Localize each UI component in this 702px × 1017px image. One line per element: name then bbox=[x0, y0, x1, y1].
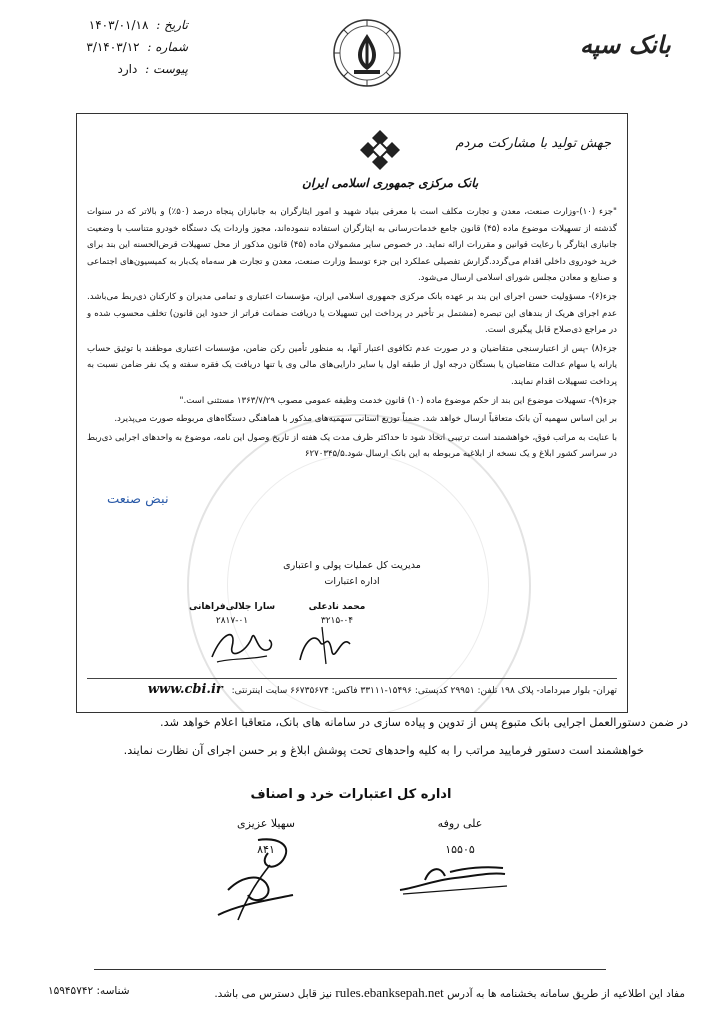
signer-name: سارا جلالی‌فراهانی bbox=[188, 602, 276, 612]
letter-paragraph: جزء(۶)- مسؤولیت حسن اجرای این بند بر عهده بانک مرکزی جمهوری اسلامی ایران، مؤسسات اعتباری و تمامی مدیران و کارکنان ذی‌ربط می‌باشد. عدم اجرای هریک از بندهای این تبصره (مشتمل بر تأخیر در پرداخت این تسهیلات یا دریافت ضمانت فراتر از حدود این قانون) تخلف محسوب شده و در مراجع ذی‌صلاح قابل پیگیری است. bbox=[87, 291, 617, 336]
date-value: ۱۴۰۳/۰۱/۱۸ bbox=[88, 18, 149, 32]
signer-code: ۳۲۱۵-۰۴ bbox=[320, 616, 354, 626]
letter-meta bbox=[78, 14, 188, 80]
footer-address: تهران- بلوار میرداماد- پلاک ۱۹۸ تلفن: ۲۹۹۵۱ کدپستی: ۱۵۴۹۶-۳۳۱۱۱ فاکس: ۶۶۷۳۵۶۷۴ سایت اینترنتی: bbox=[231, 686, 617, 696]
date-row bbox=[78, 14, 188, 36]
letter-motto: جهش تولید با مشارکت مردم bbox=[455, 136, 611, 151]
handwritten-signature bbox=[207, 622, 277, 667]
attachment-value: دارد bbox=[117, 62, 138, 76]
issuing-office: اداره کل اعتبارات خرد و اصناف bbox=[250, 787, 452, 802]
footer-url: rules.ebanksepah.net bbox=[335, 985, 444, 1000]
letter-paragraph: جزء(۹)- تسهیلات موضوع این بند از حکم موضوع ماده (۱۰) قانون خدمت وظیفه عمومی مصوب ۱۳۶۳/۷/۲۹ مستثنی است." bbox=[179, 395, 617, 406]
footer-note-before: مفاد این اطلاعیه از طریق سامانه بخشنامه ها به آدرس bbox=[447, 988, 685, 1000]
stamp-note: نبض صنعت bbox=[107, 492, 169, 507]
body-paragraph-2: خواهشمند است دستور فرمایید مراتب را به کلیه واحدهای تحت پوشش ابلاغ و بر حسن اجرای آن نظارت نمایند. bbox=[123, 744, 644, 757]
letter-department bbox=[77, 558, 627, 590]
bank-sepah-emblem-icon bbox=[332, 18, 402, 88]
signer-code: ۸۴۱ bbox=[257, 843, 275, 856]
number-label: شماره : bbox=[147, 40, 188, 54]
letter-footer bbox=[87, 682, 617, 697]
embedded-letter bbox=[76, 113, 628, 713]
letter-paragraph: "جزء (۱۰)-وزارت صنعت، معدن و تجارت مکلف است با معرفی بنیاد شهید و امور ایثارگران به جانبازان پنجاه درصد (۵۰٪) و بالاتر که در سنوات گذشته از تسهیلات موضوع ماده (۴۵) قانون جامع خدمات‌رسانی به ایثارگران استفاده ننموده‌اند، مجوز واردات یک دستگاه خودرو متناسب با وضعیت جانبازی ایثارگر با رعایت قوانین و مقررات ارائه نماید. در خصوص سایر مشمولان ماده (۴۵) قانون مذکور از محل تسهیلات قرض‌الحسنه این بند برای خرید خودروی داخلی اقدام می‌گردد.گزارش تفصیلی عملکرد این جزء توسط وزارت صنعت، معدن و تجارت هر سه‌ماه یک‌بار به کمیسیون‌های اجتماعی و صنایع و معادن مجلس شورای اسلامی ارسال می‌شود. bbox=[87, 207, 618, 284]
signer-name: علی روفه bbox=[437, 817, 483, 830]
signer-code: ۲۸۱۷-۰۱ bbox=[215, 616, 249, 626]
central-bank-name: بانک مرکزی جمهوری اسلامی ایران bbox=[302, 176, 479, 190]
handwritten-signature bbox=[198, 835, 308, 925]
handwritten-signature bbox=[292, 622, 362, 667]
letter-paragraph: با عنایت به مراتب فوق، خواهشمند است ترتیبی اتخاذ شود تا حداکثر ظرف مدت یک هفته از تاریخ وصول این نامه، موضوع به واحدهای اجرایی ذی‌ربط در سراسر کشور ابلاغ و یک نسخه از ابلاغیه مربوطه به این بانک ارسال شود.۶۲۷۰۳۴۵/۵ bbox=[87, 432, 617, 460]
attachment-label: پیوست : bbox=[145, 62, 188, 76]
letter-body bbox=[87, 204, 617, 465]
letter-paragraph: جزء(۸) -پس از اعتبارسنجی متقاضیان و در صورت عدم تکافوی اعتبار آنها، به منظور تأمین رکن ضامن، مؤسسات اعتباری موظفند با توثیق حساب یارانه یا سهام عدالت متقاضیان یا بستگان درجه اول از طبقه اول یا سایر دارایی‌های مالی وی یا تنها دریافت یک فقره سفته و یک نفر ضامن نسبت به پرداخت تسهیلات اقدام نمایند. bbox=[87, 343, 617, 387]
letter-paragraph: بر این اساس سهمیه آن بانک متعاقباً ارسال خواهد شد. ضمناً توزیع استانی سهمیه‌های مذکور با هماهنگی دستگاه‌های مربوطه صورت می‌پذیرد. bbox=[114, 414, 617, 425]
footer-note bbox=[214, 985, 685, 1001]
office-name: اداره اعتبارات bbox=[324, 576, 380, 587]
signer-code: ۱۵۵۰۵ bbox=[445, 843, 475, 856]
date-label: تاریخ : bbox=[156, 18, 188, 32]
attachment-row bbox=[78, 58, 188, 80]
body-paragraph-1: در ضمن دستورالعمل اجرایی بانک متبوع پس از تدوین و پیاده سازی در سامانه های بانک، متعاقبا اعلام خواهد شد. bbox=[160, 716, 688, 729]
number-value: ۳/۱۴۰۳/۱۲ bbox=[86, 40, 140, 54]
letter-footer-rule bbox=[87, 678, 617, 679]
document-id-value: ۱۵۹۴۵۷۴۲ bbox=[48, 985, 94, 997]
handwritten-signature bbox=[395, 850, 515, 900]
department-name: مدیریت کل عملیات پولی و اعتباری bbox=[283, 560, 421, 571]
footer-rule bbox=[94, 969, 606, 970]
document-id bbox=[48, 985, 130, 997]
brand-name: بانک سپه bbox=[580, 30, 671, 59]
central-bank-logo-icon bbox=[358, 128, 402, 172]
signer-name: سهیلا عزیزی bbox=[236, 817, 296, 830]
number-row bbox=[78, 36, 188, 58]
document-id-label: شناسه: bbox=[96, 985, 130, 997]
signer-name: محمد نادعلی bbox=[308, 602, 366, 612]
footer-note-after: نیز قابل دسترس می باشد. bbox=[214, 988, 333, 1000]
footer-website: www.cbi.ir bbox=[147, 682, 223, 697]
